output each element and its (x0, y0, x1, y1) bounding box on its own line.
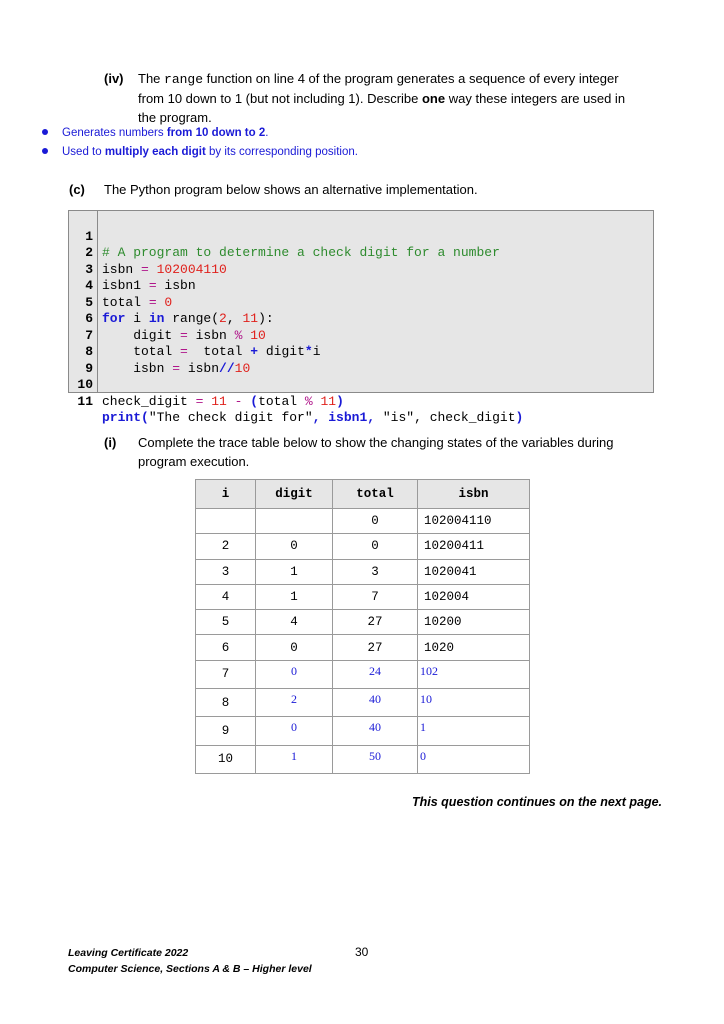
code-token: total (258, 393, 305, 409)
page-number: 30 (355, 945, 369, 959)
question-iv-line2-end: way these integers are used in (445, 91, 626, 106)
answer-cell-digit: 2 (256, 689, 333, 717)
cell-i: 6 (196, 635, 256, 660)
answer-text: by its corresponding position. (205, 146, 358, 158)
code-keyword: print (102, 410, 142, 425)
code-number: 102004110 (148, 261, 227, 277)
code-operator: ) (336, 393, 344, 409)
code-token: range( (164, 311, 220, 326)
code-line (69, 361, 653, 409)
code-operator: = (180, 344, 188, 359)
line-number: 6 (85, 311, 93, 326)
code-string: "The check digit for" (148, 410, 313, 425)
code-number: 10 (242, 327, 266, 343)
line-number: 5 (85, 294, 93, 310)
answer-cell-total: 40 (333, 717, 418, 745)
code-keyword: in (148, 311, 165, 326)
code-number: 11 (203, 393, 227, 409)
code-token: isbn (102, 261, 142, 277)
answer-cell-isbn: 10 (418, 689, 530, 717)
cell-isbn: 102004 (418, 584, 530, 609)
code-token: isbn (102, 360, 173, 376)
question-iv-line3: the program. (138, 110, 212, 125)
answer-cell-digit: 1 (256, 745, 333, 773)
answer-bullet (42, 125, 268, 141)
cell-digit (256, 509, 333, 534)
answer-cell-isbn: 102 (418, 660, 530, 688)
cell-i: 4 (196, 584, 256, 609)
code-operator: % (304, 393, 313, 409)
code-operator: = (195, 393, 204, 409)
answer-cell-total: 50 (333, 745, 418, 773)
answer-cell-isbn: 1 (418, 717, 530, 745)
code-operator: ) (515, 410, 524, 425)
code-token: , (226, 311, 243, 326)
code-token: total (102, 294, 149, 310)
line-number: 1 (85, 228, 93, 244)
cell-i: 3 (196, 559, 256, 584)
footer-exam-title: Leaving Certificate 2022 (68, 947, 189, 959)
cell-total: 0 (333, 534, 418, 559)
answer-cell-isbn: 0 (418, 745, 530, 773)
table-row (196, 584, 530, 609)
code-operator: = (172, 360, 181, 376)
header-isbn: isbn (418, 480, 530, 509)
table-row (196, 717, 530, 745)
code-operator: = (180, 327, 188, 343)
line-number: 8 (85, 344, 93, 359)
cell-isbn: 102004110 (418, 509, 530, 534)
code-token: digit (258, 344, 305, 359)
code-line (69, 212, 653, 260)
trace-table (195, 479, 530, 774)
cell-digit: 1 (256, 559, 333, 584)
cell-isbn: 1020 (418, 635, 530, 660)
section-c-label: (c) (69, 182, 85, 197)
bullet-dot-icon (42, 129, 48, 135)
table-header-row (196, 480, 530, 509)
range-keyword: range (164, 72, 204, 87)
bullet-dot-icon (42, 148, 48, 154)
code-operator: * (304, 344, 313, 359)
code-operator: ( (250, 393, 259, 409)
code-string: "is" (382, 410, 415, 425)
code-operator: = (148, 278, 157, 293)
cell-digit: 4 (256, 610, 333, 635)
table-row (196, 534, 530, 559)
line-number: 7 (85, 327, 93, 343)
header-digit: digit (256, 480, 333, 509)
code-token: isbn (156, 278, 196, 293)
question-iv-line2-start: from 10 down to 1 (but not including 1). Describe (138, 91, 422, 106)
table-row (196, 689, 530, 717)
code-operator: % (234, 327, 243, 343)
cell-digit: 0 (256, 635, 333, 660)
cell-i: 5 (196, 610, 256, 635)
cell-total: 0 (333, 509, 418, 534)
header-i: i (196, 480, 256, 509)
answer-text: . (265, 127, 269, 139)
question-iv-line1-end: function on line 4 of the program generates a sequence of every integer (203, 71, 619, 86)
answer-text: Generates numbers (62, 127, 167, 139)
code-token: ): (258, 311, 274, 326)
table-row (196, 635, 530, 660)
code-comment: # A program to determine a check digit for a number (102, 245, 500, 260)
code-token: total (102, 344, 181, 359)
cell-i: 7 (196, 660, 256, 688)
answer-cell-total: 24 (333, 660, 418, 688)
code-number: 11 (312, 393, 337, 409)
question-i-label: (i) (104, 435, 117, 450)
cell-i: 10 (196, 745, 256, 773)
answer-cell-digit: 0 (256, 660, 333, 688)
continue-note: This question continues on the next page. (412, 795, 663, 809)
table-row (196, 509, 530, 534)
section-c-text: The Python program below shows an alternative implementation. (104, 182, 478, 197)
code-number: 2 (219, 311, 227, 326)
code-token: i (125, 311, 149, 326)
cell-i: 9 (196, 717, 256, 745)
answer-emphasis: multiply each digit (104, 146, 206, 158)
line-number: 4 (85, 278, 93, 293)
code-token: i (312, 344, 321, 359)
code-token: isbn (180, 360, 220, 376)
code-operator: ( (141, 410, 149, 425)
question-i-text (138, 433, 658, 471)
cell-isbn: 10200411 (418, 534, 530, 559)
answer-text: Used to (62, 146, 105, 158)
code-operator: // (219, 360, 235, 376)
header-total: total (333, 480, 418, 509)
table-row (196, 745, 530, 773)
code-token: isbn1 (102, 278, 149, 293)
code-token: isbn (187, 327, 235, 343)
line-number: 10 (77, 377, 93, 392)
table-row (196, 559, 530, 584)
code-operator: = (148, 294, 157, 310)
question-iv-text (138, 69, 658, 127)
code-token: , isbn1, (312, 410, 383, 425)
line-number: 2 (85, 245, 93, 260)
cell-i: 2 (196, 534, 256, 559)
code-listing (68, 210, 654, 425)
cell-digit: 1 (256, 584, 333, 609)
code-token: digit (102, 327, 181, 343)
cell-total: 27 (333, 635, 418, 660)
table-row (196, 610, 530, 635)
code-operator: = (141, 261, 149, 277)
cell-i: 8 (196, 689, 256, 717)
code-token: total (187, 344, 251, 359)
cell-isbn: 1020041 (418, 559, 530, 584)
question-i-line1: Complete the trace table below to show the changing states of the variables during (138, 435, 614, 450)
code-operator: + (250, 344, 259, 359)
code-token: , check_digit (414, 410, 516, 425)
answer-cell-total: 40 (333, 689, 418, 717)
cell-i (196, 509, 256, 534)
question-iv-line1-start: The (138, 71, 165, 86)
line-number: 11 (77, 393, 93, 409)
code-keyword: for (102, 311, 126, 326)
cell-total: 3 (333, 559, 418, 584)
line-number: 9 (85, 360, 93, 376)
code-number: 11 (242, 311, 259, 326)
table-row (196, 660, 530, 688)
answer-emphasis: from 10 down to 2 (166, 127, 266, 139)
cell-total: 7 (333, 584, 418, 609)
code-number: 0 (156, 294, 173, 310)
code-token: check_digit (102, 393, 196, 409)
code-number: 10 (234, 360, 251, 376)
cell-total: 27 (333, 610, 418, 635)
cell-isbn: 10200 (418, 610, 530, 635)
answer-bullet (42, 144, 358, 160)
question-iv-label: (iv) (104, 71, 124, 86)
code-operator: - (226, 393, 251, 409)
line-number: 3 (85, 261, 93, 277)
cell-digit: 0 (256, 534, 333, 559)
question-iv-emphasis: one (421, 91, 446, 106)
question-i-line2: program execution. (138, 454, 250, 469)
footer-paper-title: Computer Science, Sections A & B – Higher level (68, 963, 312, 975)
answer-cell-digit: 0 (256, 717, 333, 745)
